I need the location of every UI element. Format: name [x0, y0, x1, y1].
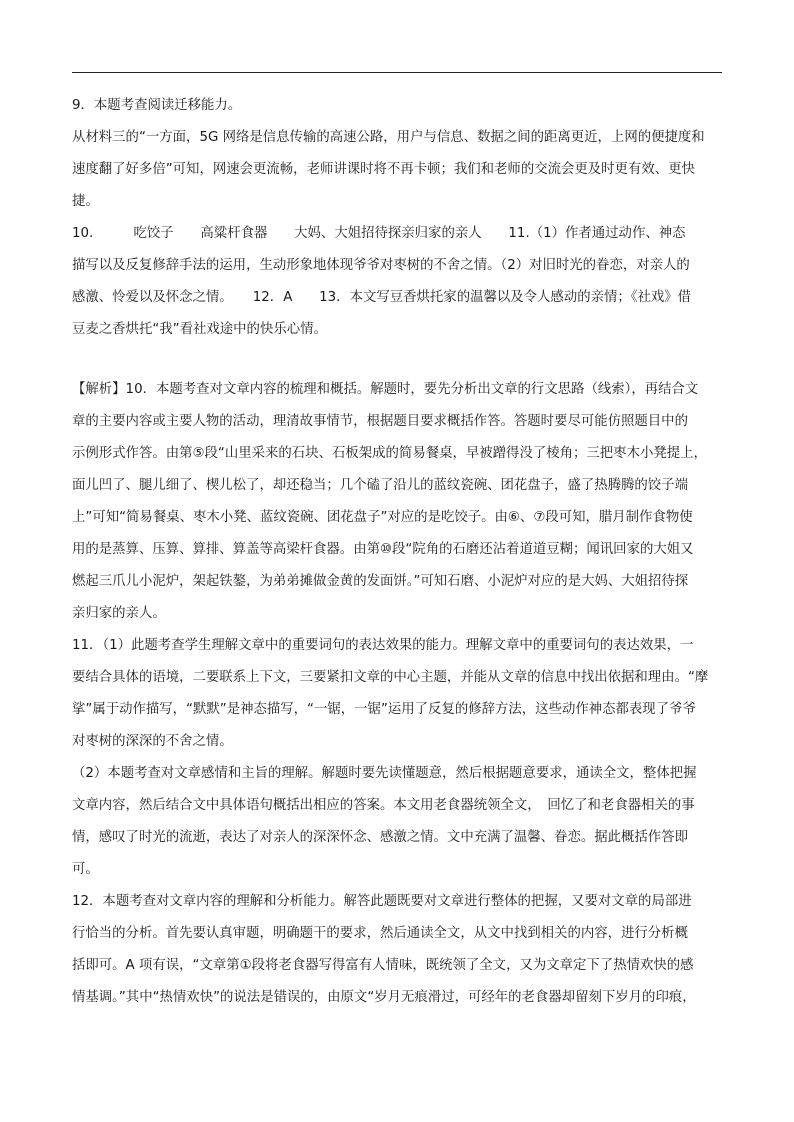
text-line: 情，感叹了时光的流逝，表达了对亲人的深深怀念、感激之情。文中充满了温馨、眷恋。据此概括作答即 — [72, 830, 688, 845]
text-line: 可。 — [72, 862, 99, 877]
text-line: 要结合具体的语境，二要联系上下文，三要紧扣文章的中心主题，并能从文章的信息中找出依据和理由。“摩 — [72, 670, 709, 685]
text-line: 用的是蒸算、压算、算排、算盖等高梁杆食器。由第⑩段“院角的石磨还沾着道道豆糊；闻讯回家的大姐又 — [72, 542, 694, 557]
text-line: 从材料三的“一方面，5G 网络是信息传输的高速公路，用户与信息、数据之间的距离更近，上网的便捷度和 — [72, 130, 705, 145]
header-rule — [72, 72, 722, 73]
text-line: 文章内容，然后结合文中具体语句概括出相应的答案。本文用老食器统领全文， 回忆了和老食器相关的事 — [72, 798, 695, 813]
text-line: 章的主要内容或主要人物的活动，理清故事情节，根据题目要求概括作答。答题时要尽可能仿照题目中的 — [72, 414, 688, 429]
text-line: 示例形式作答。由第⑤段“山里采来的石块、石板架成的简易餐桌，早被蹭得没了棱角；三把枣木小凳提上， — [72, 446, 707, 461]
text-line: （2）本题考查对文章感情和主旨的理解。解题时要先读懂题意，然后根据题意要求，通读全文，整体把握 — [72, 766, 697, 781]
text-line: 面儿凹了、腿儿细了、楔儿松了，却还稳当；几个磕了沿儿的蓝纹瓷碗、团花盘子，盛了热腾腾的饺子端 — [72, 478, 688, 493]
text-line: 对枣树的深深的不舍之情。 — [72, 734, 233, 749]
text-line: 12．本题考查对文章内容的理解和分析能力。解答此题既要对文章进行整体的把握，又要对文章的局部进 — [72, 894, 692, 909]
text-line: 速度翻了好多倍”可知，网速会更流畅，老师讲课时将不再卡顿；我们和老师的交流会更及时更有效、更快 — [72, 162, 695, 177]
text-line: 豆麦之香烘托“我”看社戏途中的快乐心情。 — [72, 322, 327, 337]
text-line: 挲”属于动作描写，“默默”是神态描写，“一锯，一锯”运用了反复的修辞方法，这些动作神态都表现了爷爷 — [72, 702, 696, 717]
text-line: 捷。 — [72, 194, 99, 209]
text-line: 上”可知“简易餐桌、枣木小凳、蓝纹瓷碗、团花盘子”对应的是吃饺子。由⑥、⑦段可知，腊月制作食物使 — [72, 510, 693, 525]
text-line: 亲归家的亲人。 — [72, 606, 166, 621]
text-line: 行恰当的分析。首先要认真审题，明确题干的要求，然后通读全文，从文中找到相关的内容，进行分析概 — [72, 926, 688, 941]
text-line: 燃起三爪儿小泥炉，架起铁鏊，为弟弟摊做金黄的发面饼。”可知石磨、小泥炉对应的是大妈、大姐招待探 — [72, 574, 689, 589]
text-line: 情基调。”其中“热情欢快”的说法是错误的，由原文“岁月无痕滑过，可经年的老食器却留刻下岁月的印痕， — [72, 990, 696, 1005]
text-line: 描写以及反复修辞手法的运用，生动形象地体现爷爷对枣树的不舍之情。（2）对旧时光的眷恋，对亲人的 — [72, 258, 690, 273]
text-line: 11．（1）此题考查学生理解文章中的重要词句的表达效果的能力。理解文章中的重要词句的表达效果，一 — [72, 638, 694, 653]
text-line: 感激、怜爱以及怀念之情。 12．A 13．本文写豆香烘托家的温馨以及令人感动的亲情；《社戏》借 — [72, 290, 692, 305]
document-body — [72, 90, 722, 1014]
paragraph-gap — [72, 346, 722, 374]
text-line: 【解析】10．本题考查对文章内容的梳理和概括。解题时，要先分析出文章的行文思路（线索），再结合文 — [72, 382, 699, 397]
text-line: 10. 吃饺子 高粱杆食器 大妈、大姐招待探亲归家的亲人 11.（1）作者通过动作、神态 — [72, 226, 686, 241]
text-line: 9．本题考查阅读迁移能力。 — [72, 98, 242, 113]
text-line: 括即可。A 项有误，“文章第①段将老食器写得富有人情味，既统领了全文，又为文章定下了热情欢快的感 — [72, 958, 694, 973]
